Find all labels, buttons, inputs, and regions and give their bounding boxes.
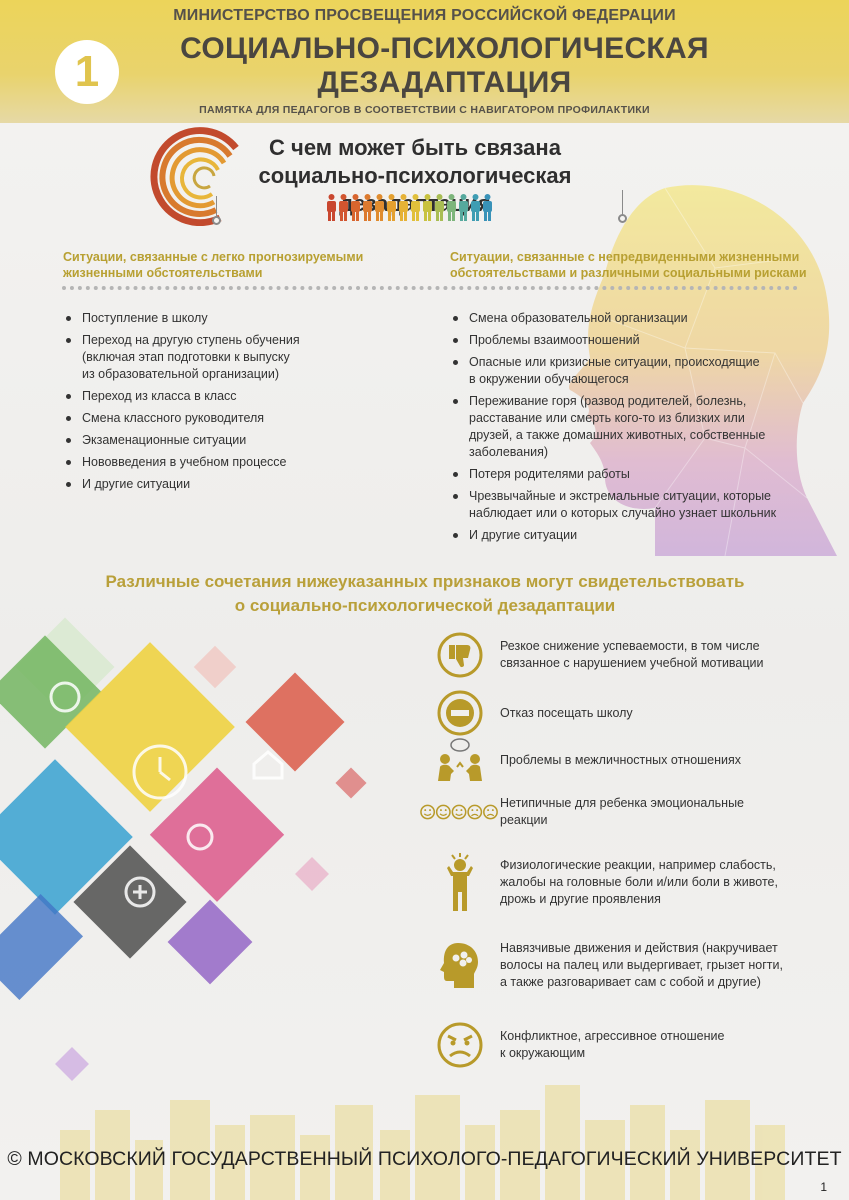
thumbs-down-icon bbox=[420, 632, 500, 678]
page-title bbox=[150, 32, 739, 100]
sign-item bbox=[420, 852, 820, 912]
list-item: Проблемы взаимоотношений bbox=[450, 332, 820, 349]
section2-heading-line2: о социально-психологической дезадаптации bbox=[234, 596, 616, 615]
sign-text: Проблемы в межличностных отношениях bbox=[500, 752, 742, 767]
no-entry-icon bbox=[420, 690, 500, 736]
section1-heading-line1: С чем может быть связана bbox=[269, 135, 561, 160]
list-item: Опасные или кризисные ситуации, происходящие в окружении обучающегося bbox=[450, 354, 820, 388]
title-line-2: ДЕЗАДАПТАЦИЯ bbox=[317, 66, 572, 99]
sign-text: Отказ посещать школу bbox=[500, 705, 633, 720]
sign-item bbox=[420, 1022, 820, 1068]
section1-heading-line2: социально-психологическая bbox=[258, 163, 572, 188]
decorative-mosaic bbox=[0, 612, 440, 1092]
list-item: Поступление в школу bbox=[63, 310, 363, 327]
emotion-faces-icon bbox=[420, 802, 500, 822]
person-icon bbox=[386, 194, 397, 221]
number-badge: 1 bbox=[55, 40, 119, 104]
person-icon bbox=[338, 194, 349, 221]
dotted-divider bbox=[62, 286, 798, 290]
person-icon bbox=[434, 194, 445, 221]
list-item: Переход из класса в класс bbox=[63, 388, 363, 405]
list-item: Чрезвычайные и экстремальные ситуации, которые наблюдает или о которых случайно узнает школьник bbox=[450, 488, 820, 522]
person-icon bbox=[482, 194, 493, 221]
sign-text: Конфликтное, агрессивное отношение к окружающим bbox=[500, 1029, 725, 1060]
left-column-heading: Ситуации, связанные с легко прогнозируемыми жизненными обстоятельствами bbox=[63, 250, 364, 280]
sign-item bbox=[420, 632, 820, 678]
list-item: И другие ситуации bbox=[450, 527, 820, 544]
person-icon bbox=[446, 194, 457, 221]
person-icon bbox=[410, 194, 421, 221]
person-icon bbox=[374, 194, 385, 221]
copyright-text: © МОСКОВСКИЙ ГОСУДАРСТВЕННЫЙ ПСИХОЛОГО-ПЕДАГОГИЧЕСКИЙ УНИВЕРСИТЕТ bbox=[7, 1148, 842, 1170]
right-situations-list bbox=[450, 310, 820, 549]
person-headache-icon bbox=[420, 852, 500, 912]
person-icon bbox=[398, 194, 409, 221]
city-skyline-icon bbox=[0, 1080, 849, 1200]
person-icon bbox=[458, 194, 469, 221]
right-column-heading: Ситуации, связанные с непредвиденными жизненными обстоятельствами и различными социальными рисками bbox=[450, 250, 807, 280]
angry-face-icon bbox=[420, 1022, 500, 1068]
person-icon bbox=[422, 194, 433, 221]
list-item: Нововведения в учебном процессе bbox=[63, 454, 363, 471]
page-number: 1 bbox=[820, 1180, 827, 1194]
ministry-name: МИНИСТЕРСТВО ПРОСВЕЩЕНИЯ РОССИЙСКОЙ ФЕДЕРАЦИИ bbox=[173, 7, 676, 24]
list-item: Экзаменационные ситуации bbox=[63, 432, 363, 449]
sign-text: Резкое снижение успеваемости, в том числе связанное с нарушением учебной мотивации bbox=[500, 639, 764, 670]
sign-item bbox=[420, 737, 820, 783]
list-item: Потеря родителями работы bbox=[450, 466, 820, 483]
sign-item bbox=[420, 940, 820, 991]
person-icon bbox=[350, 194, 361, 221]
person-icon bbox=[470, 194, 481, 221]
left-situations-list bbox=[63, 310, 363, 498]
list-item: Смена образовательной организации bbox=[450, 310, 820, 327]
list-item: Смена классного руководителя bbox=[63, 410, 363, 427]
person-icon bbox=[362, 194, 373, 221]
arguing-people-icon bbox=[420, 737, 500, 783]
list-item: Переживание горя (развод родителей, болезнь, расставание или смерть кого-то из близких или друзей, а также домашних животных, собственные заболевания) bbox=[450, 393, 820, 461]
head-thoughts-icon bbox=[420, 941, 500, 991]
sign-text: Нетипичные для ребенка эмоциональные реакции bbox=[500, 796, 745, 827]
people-row bbox=[326, 194, 493, 221]
header-banner bbox=[0, 0, 849, 123]
sign-item bbox=[420, 690, 820, 736]
sign-text: Навязчивые движения и действия (накручивает волосы на палец или выдергивает, грызет ногти, а также разговаривает сам с собой и другие) bbox=[500, 941, 783, 989]
section2-heading-line1: Различные сочетания нижеуказанных признаков могут свидетельствовать bbox=[105, 572, 745, 591]
sign-text: Физиологические реакции, например слабость, жалобы на головные боли и/или боли в животе, дрожь и другие проявления bbox=[500, 857, 778, 906]
person-icon bbox=[326, 194, 337, 221]
sign-item bbox=[420, 795, 820, 829]
title-line-1: СОЦИАЛЬНО-ПСИХОЛОГИЧЕСКАЯ bbox=[180, 32, 709, 65]
section2-heading bbox=[60, 570, 790, 618]
list-item: И другие ситуации bbox=[63, 476, 363, 493]
page-subtitle: ПАМЯТКА ДЛЯ ПЕДАГОГОВ В СООТВЕТСТВИИ С НАВИГАТОРОМ ПРОФИЛАКТИКИ bbox=[199, 104, 650, 116]
list-item: Переход на другую ступень обучения (включая этап подготовки к выпуску из образовательной организации) bbox=[63, 332, 363, 383]
